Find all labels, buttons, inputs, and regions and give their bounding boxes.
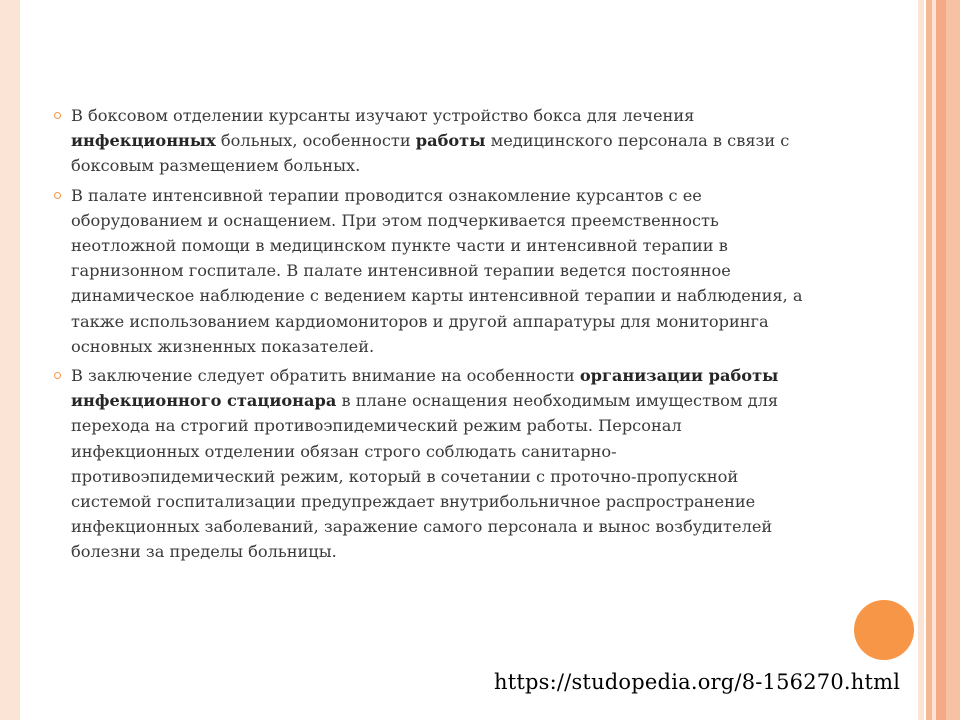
- paragraph-text: В палате интенсивной терапии проводится ознакомление курсантов с ее оборудованием и оснащением. При этом подчеркивается преемственность неотложной помощи в медицинском пункте части и интенсивной терапии в гарнизонном госпитале. В палате интенсивной терапии ведется постоянное динамическое наблюдение с ведением карты интенсивной терапии и наблюдения, а также использованием кардиомониторов и другой аппаратуры для мониторинга основных жизненных показателей.: [71, 185, 803, 356]
- source-url: https://studopedia.org/8-156270.html: [494, 670, 901, 694]
- right-frame-stripes: [918, 0, 960, 720]
- bullet-ring-icon: [54, 192, 61, 199]
- bullet-item: [54, 103, 814, 179]
- bullet-item: [54, 363, 814, 565]
- paragraph-text: В заключение следует обратить внимание на особенности организации работы инфекционного стационара в плане оснащения необходимым имуществом для перехода на строгий противоэпидемический режим работы. Персонал инфекционных отделении обязан строго соблюдать санитарно-противоэпидемический режим, который в сочетании с проточно-пропускной системой госпитализации предупреждает внутрибольничное распространение инфекционных заболеваний, заражение самого персонала и вынос возбудителей болезни за пределы больницы.: [71, 366, 779, 562]
- paragraph-text: В боксовом отделении курсанты изучают устройство бокса для лечения инфекционных больных, особенности работы медицинского персонала в связи с боксовым размещением больных.: [71, 106, 790, 176]
- slide-content: [54, 103, 814, 569]
- left-frame-band: [0, 0, 20, 720]
- bullet-item: [54, 183, 814, 359]
- bullet-ring-icon: [54, 372, 61, 379]
- bullet-ring-icon: [54, 112, 61, 119]
- orange-circle-decoration: [854, 600, 914, 660]
